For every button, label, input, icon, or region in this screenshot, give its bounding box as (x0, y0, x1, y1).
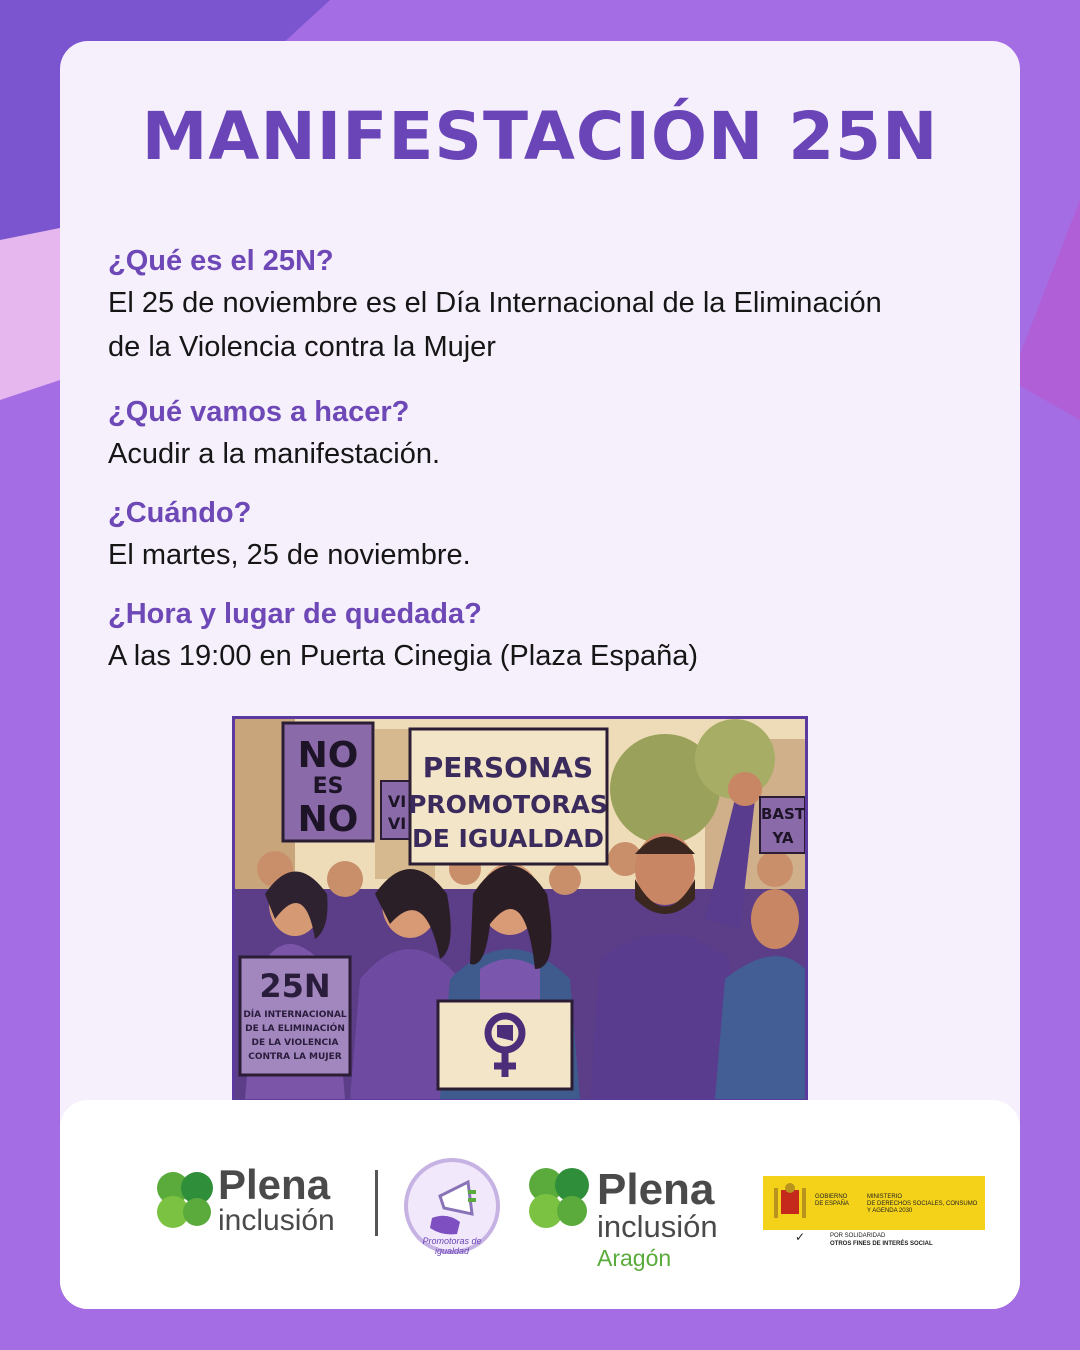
section-answer-line: de la Violencia contra la Mujer (108, 331, 496, 363)
divider (375, 1170, 378, 1236)
gov-solidaridad (830, 1232, 933, 1248)
sign-25n-title: 25N (259, 967, 331, 1005)
footer-logos (60, 1100, 1020, 1309)
logo2-inclusion: inclusión (597, 1209, 718, 1244)
sign-no-es-no-line: NO (297, 735, 359, 776)
section-answer-line: El martes, 25 de noviembre. (108, 539, 471, 571)
gov-text-line: DE ESPAÑA (815, 1201, 849, 1207)
logo2-plena: Plena (597, 1165, 715, 1214)
gov-text-line: MINISTERIO (867, 1194, 903, 1200)
gov-text-line: GOBIERNO (815, 1194, 848, 1200)
clover-icon (527, 1166, 591, 1234)
section-answer-line: A las 19:00 en Puerta Cinegia (Plaza España) (108, 640, 699, 672)
sign-25n-line: CONTRA LA MUJER (248, 1052, 342, 1062)
section-question: ¿Cuándo? (108, 497, 252, 529)
section-when (108, 493, 988, 577)
gov-text-line: DE DERECHOS SOCIALES, CONSUMO (867, 1201, 978, 1207)
gov-text-line: OTROS FINES DE INTERÉS SOCIAL (830, 1241, 933, 1247)
sign-main-line: DE IGUALDAD (411, 824, 605, 853)
checkmark-icon: ✓ (795, 1230, 806, 1244)
sign-25n-line: DÍA INTERNACIONAL (243, 1010, 347, 1020)
clover-icon (155, 1170, 215, 1234)
logo1-plena: Plena (218, 1161, 331, 1208)
protest-illustration (232, 716, 808, 1102)
gov-gobierno (815, 1194, 849, 1208)
gov-ministerio (867, 1194, 977, 1215)
sign-25n-line: DE LA VIOLENCIA (251, 1038, 339, 1048)
page-title: MANIFESTACIÓN 25N (141, 98, 939, 175)
bg-shape-magenta (1010, 200, 1080, 420)
section-answer-line: El 25 de noviembre es el Día Internacional de la Eliminación (108, 287, 882, 319)
sign-25n-line: DE LA ELIMINACIÓN (245, 1024, 345, 1034)
protest-illustration-art (235, 719, 805, 1099)
section-what (108, 241, 988, 369)
sign-main-line: PERSONAS (422, 751, 594, 784)
section-question: ¿Qué vamos a hacer? (108, 396, 410, 428)
sign-vi-line: VI (387, 792, 407, 811)
sign-basta-line: BAST (760, 805, 805, 823)
logo2-aragon: Aragón (597, 1245, 672, 1271)
section-where (108, 594, 988, 678)
sign-vi-line: VI (387, 814, 407, 833)
gov-text-line: Y AGENDA 2030 (867, 1208, 913, 1214)
section-answer-line: Acudir a la manifestación. (108, 438, 441, 470)
coat-of-arms-icon (771, 1182, 809, 1224)
content-card (60, 41, 1020, 1309)
promotoras-text: Promotoras de igualdad (422, 1236, 482, 1256)
sign-basta-line: YA (772, 829, 794, 847)
gov-banner (763, 1176, 985, 1230)
gov-text-line: POR SOLIDARIDAD (830, 1233, 886, 1239)
section-question: ¿Qué es el 25N? (108, 245, 334, 277)
sign-no-es-no-line: ES (312, 774, 344, 799)
section-plan (108, 392, 988, 476)
section-question: ¿Hora y lugar de quedada? (108, 598, 482, 630)
logo1-inclusion: inclusión (218, 1204, 335, 1237)
sign-main-line: PROMOTORAS (408, 790, 608, 819)
sign-no-es-no-line: NO (297, 799, 359, 840)
